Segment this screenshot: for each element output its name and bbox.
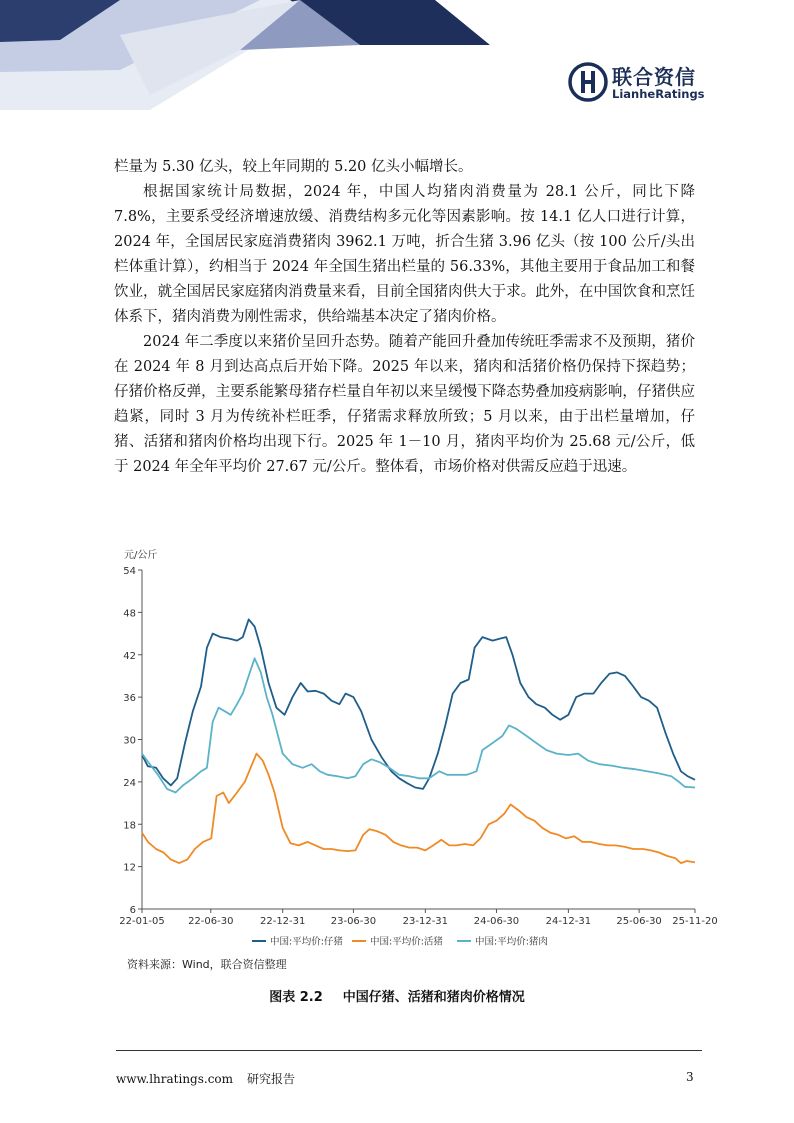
y-tick-label: 6 (129, 905, 136, 916)
paragraph-2: 根据国家统计局数据，2024 年，中国人均猪肉消费量为 28.1 公斤，同比下降 7.8%，主要系受经济增速放缓、消费结构多元化等因素影响。按 14.1 亿人口进行计算，2024 年，全国居民家庭消费猪肉 3962.1 万吨，折合生猪 3.96 亿头（按 100 公斤/头出栏体重计算），约相当于 2024 年全国生猪出栏量的 56.33%，其他主要用于食品加工和餐饮业，就全国居民家庭猪肉消费量来看，目前全国猪肉供大于求。此外，在中国饮食和烹饪体系下，猪肉消费为刚性需求，供给端基本决定了猪肉价格。 (114, 184, 695, 325)
price-line-chart (112, 544, 718, 954)
y-tick-label: 24 (123, 777, 136, 789)
y-tick-label: 12 (123, 862, 136, 874)
legend-label-2: 中国:平均价:活猪 (370, 936, 443, 948)
x-tick-label: 25-11-20 (672, 916, 718, 927)
paragraph-3: 2024 年二季度以来猪价呈回升态势。随着产能回升叠加传统旺季需求不及预期，猪价在 2024 年 8 月到达高点后开始下降。2025 年以来，猪肉和活猪价格仍保持下探趋势；仔猪价格反弹，主要系能繁母猪存栏量自年初以来呈缓慢下降态势叠加疫病影响，仔猪供应趋紧，同时 3 月为传统补栏旺季，仔猪需求释放所致；5 月以来，由于出栏量增加，仔猪、活猪和猪肉价格均出现下行。2025 年 1－10 月，猪肉平均价为 25.68 元/公斤，低于 2024 年全年平均价 27.67 元/公斤。整体看，市场价格对供需反应趋于迅速。 (114, 334, 695, 475)
x-tick-label: 22-12-31 (259, 916, 306, 927)
x-tick-label: 25-06-30 (616, 916, 662, 927)
y-tick-label: 36 (123, 693, 136, 705)
x-tick-label: 22-06-30 (188, 916, 234, 927)
logo-text-en: LianheRatings (612, 87, 705, 101)
x-tick-label: 22-01-05 (119, 916, 165, 927)
body-text (114, 155, 695, 480)
logo-text-cn: 联合资信 (612, 65, 696, 89)
chart-source: 资料来源：Wind，联合资信整理 (127, 958, 287, 971)
company-logo (568, 62, 728, 104)
footer-report-type: 研究报告 (247, 1072, 296, 1086)
series-line-2 (142, 754, 695, 864)
footer-left (116, 1070, 309, 1087)
x-tick-label: 23-06-30 (330, 916, 377, 927)
lianhe-logo-icon (568, 62, 608, 102)
x-tick-label: 23-12-31 (402, 916, 449, 927)
y-tick-label: 30 (123, 735, 136, 747)
page-number: 3 (686, 1070, 694, 1084)
caption-number: 图表 2.2 (269, 990, 323, 1005)
figure-caption (0, 986, 794, 1005)
x-tick-label: 24-12-31 (545, 916, 592, 927)
y-tick-label: 42 (123, 650, 136, 662)
series-line-3 (142, 658, 695, 792)
x-tick-label: 24-06-30 (473, 916, 520, 927)
legend-label-3: 中国:平均价:猪肉 (475, 936, 548, 948)
legend-label-1: 中国:平均价:仔猪 (270, 936, 343, 948)
footer-divider (116, 1050, 702, 1051)
y-tick-label: 48 (123, 608, 136, 620)
y-tick-label: 18 (123, 820, 136, 832)
y-tick-label: 54 (123, 566, 136, 577)
caption-title: 中国仔猪、活猪和猪肉价格情况 (342, 990, 525, 1005)
footer-website: www.lhratings.com (116, 1072, 234, 1086)
paragraph-1: 栏量为 5.30 亿头，较上年同期的 5.20 亿头小幅增长。 (114, 159, 473, 175)
series-line-1 (142, 619, 695, 789)
y-axis-label: 元/公斤 (124, 550, 158, 561)
